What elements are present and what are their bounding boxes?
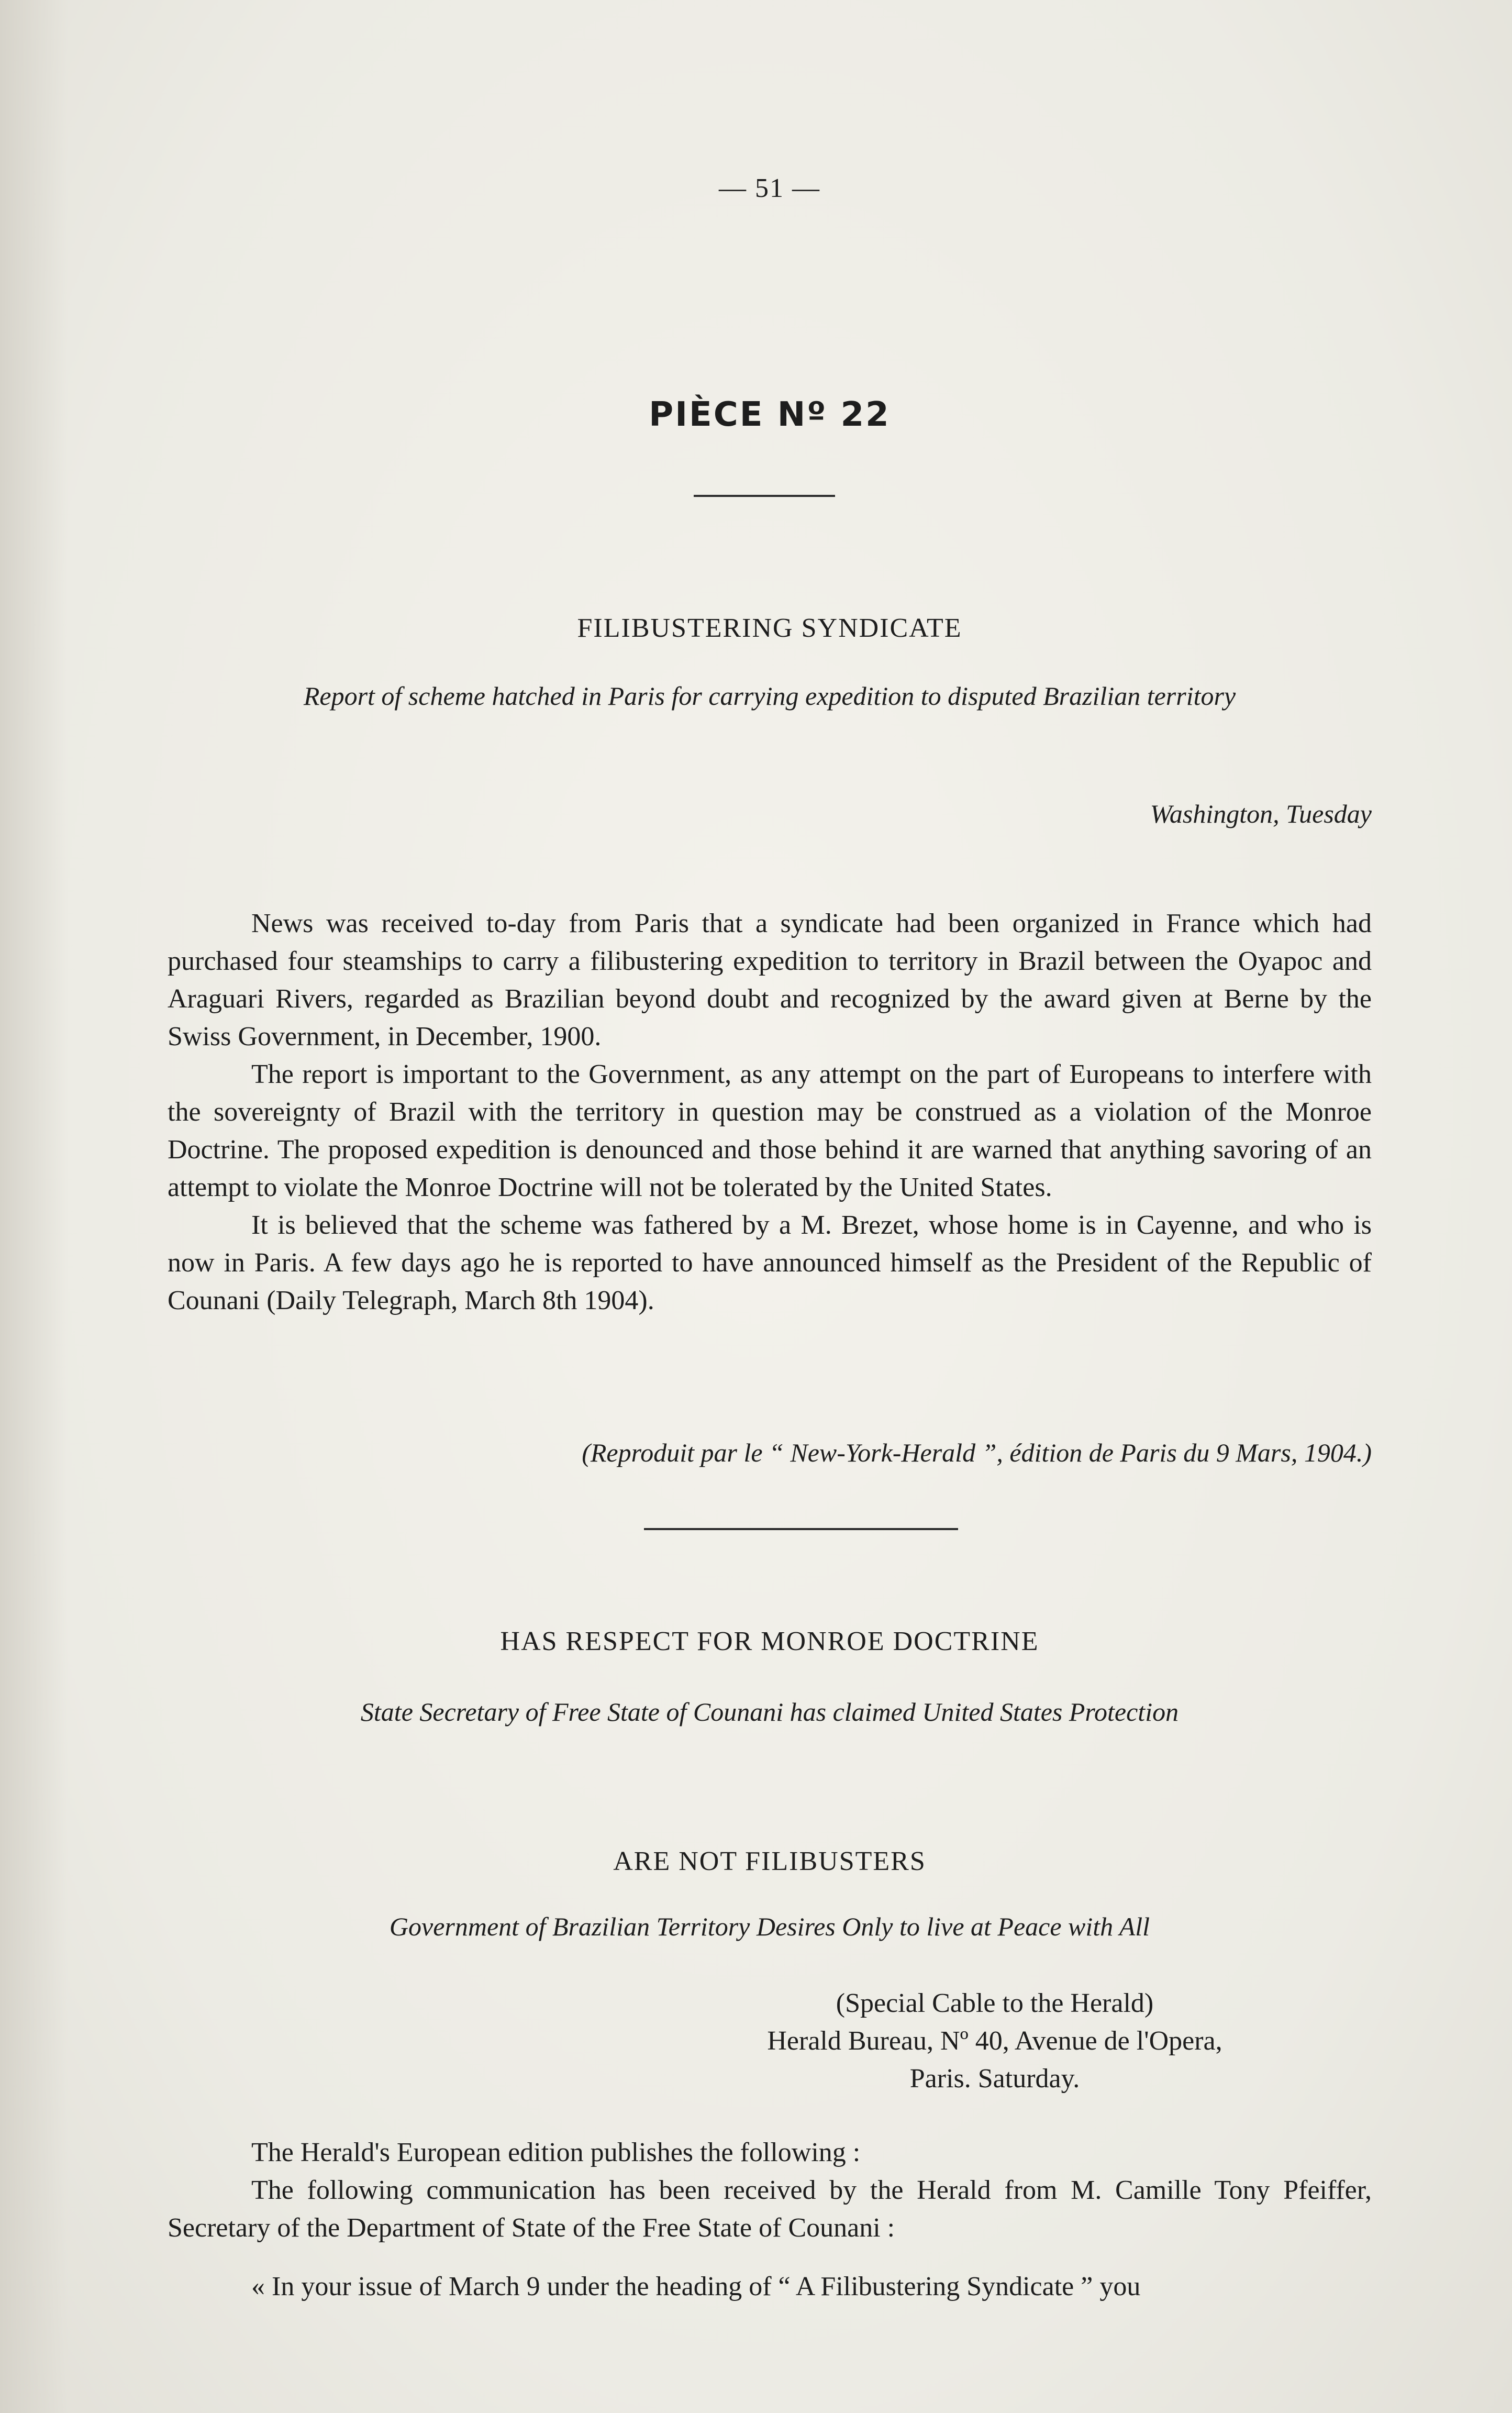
page-number: — 51 — [719,173,820,203]
section1-paragraph: It is believed that the scheme was fathered by a M. Brezet, whose home is in Cayenne, and who is now in Paris. A few days ago he is reported to have announced himself as the President of the Republic of Counani (Daily Telegraph, March 8th 1904). [168,1210,1372,1315]
title-rule [694,495,835,497]
section1-dateline: Washington, Tuesday [1150,799,1372,828]
section1-paragraph: News was received to-day from Paris that a syndicate had been organized in France which had purchased four steamships to carry a filibustering expedition to territory in Brazil between the Oyapoc and Araguari Rivers, regarded as Brazilian beyond doubt and recognized by the award given at Berne by the Swiss Government, in December, 1900. [168,909,1372,1051]
reproduit-note: (Reproduit par le “ New-York-Herald ”, édition de Paris du 9 Mars, 1904.) [582,1438,1372,1467]
section2-subheading: State Secretary of Free State of Counani has claimed United States Protection [360,1697,1179,1726]
section2-heading: HAS RESPECT FOR MONROE DOCTRINE [500,1626,1039,1656]
section1-heading: FILIBUSTERING SYNDICATE [577,613,962,643]
section3-heading: ARE NOT FILIBUSTERS [613,1846,926,1876]
byline-line: (Special Cable to the Herald) [836,1988,1154,2018]
section-rule [644,1528,958,1530]
section3-body [168,2134,1372,2306]
herald-byline [681,1985,1309,2098]
section1-body [168,905,1372,1320]
section1-paragraph: The report is important to the Government, as any attempt on the part of Europeans to interfere with the sovereignty of Brazil with the territory in question may be construed as a violation of the Monroe Doctrine. The proposed expedition is denounced and those behind it are warned that anything savoring of an attempt to violate the Monroe Doctrine will not be tolerated by the United States. [168,1059,1372,1202]
section3-paragraph: The Herald's European edition publishes the following : [251,2138,861,2167]
section3-subheading: Government of Brazilian Territory Desires Only to live at Peace with All [389,1912,1150,1941]
piece-title: PIÈCE Nº 22 [649,395,891,434]
section3-paragraph: « In your issue of March 9 under the heading of “ A Filibustering Syndicate ” you [251,2272,1141,2301]
byline-line: Herald Bureau, Nº 40, Avenue de l'Opera, [767,2026,1222,2056]
section1-subheading: Report of scheme hatched in Paris for carrying expedition to disputed Brazilian territory [303,681,1236,711]
byline-line: Paris. Saturday. [909,2064,1080,2094]
section3-paragraph: The following communication has been received by the Herald from M. Camille Tony Pfeiffer, Secretary of the Department of State of the Free State of Counani : [168,2175,1372,2243]
page-edge-shadow [0,0,68,2413]
